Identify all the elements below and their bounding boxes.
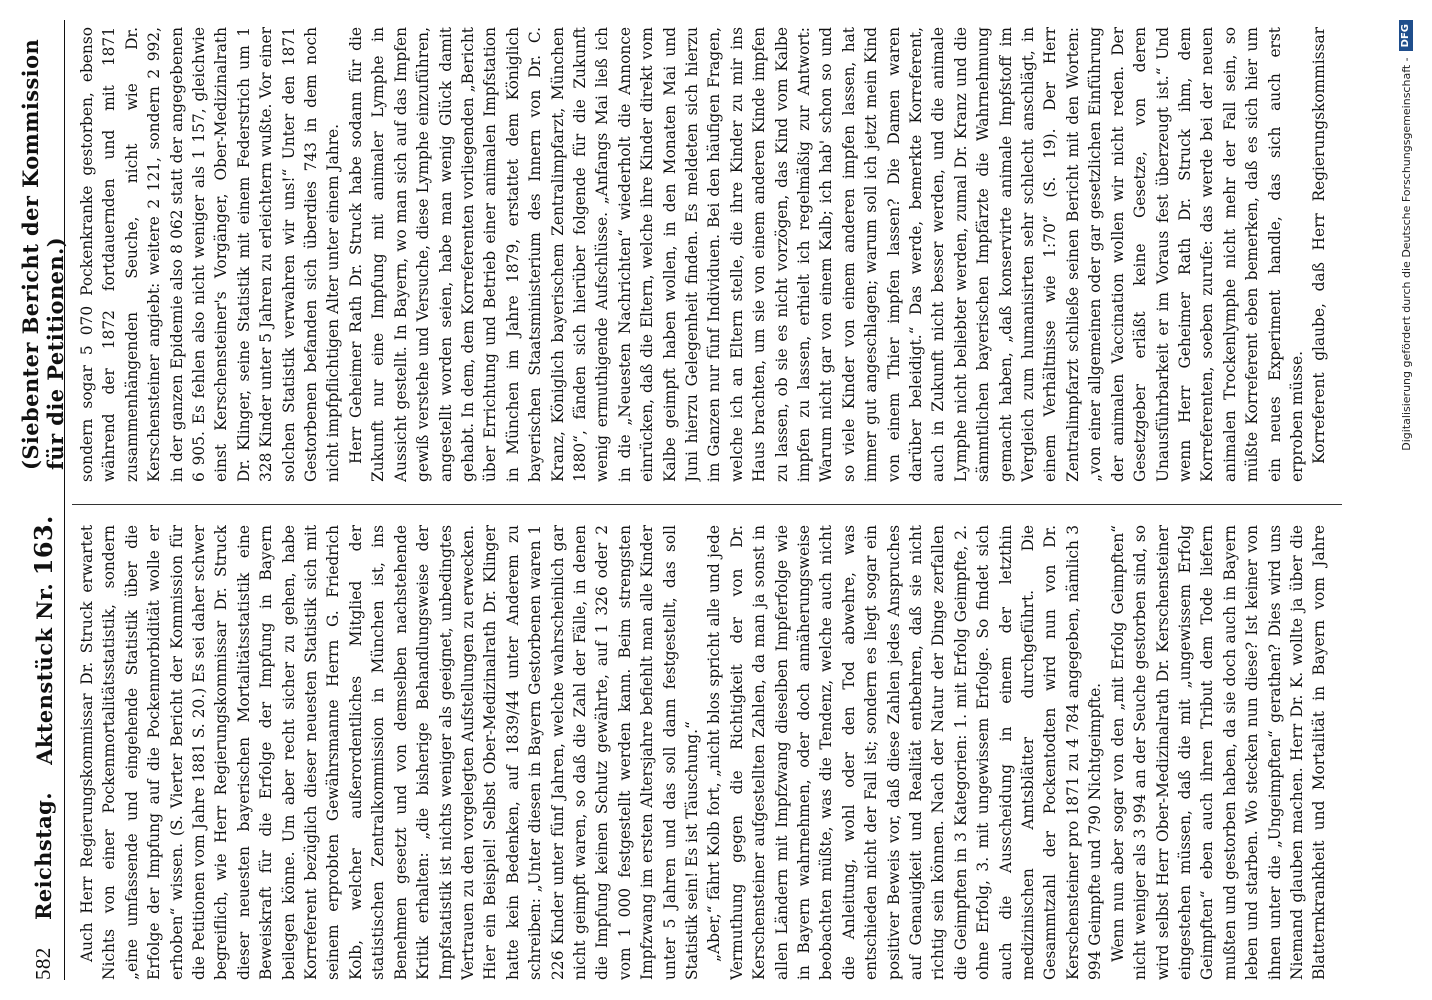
paragraph: „Aber,“ fährt Kolb fort, „nicht blos spricht alle und jede Vermuthung gegen die Richtigkeit der von Dr. Kerschensteiner aufgestellten Zahlen, da man ja sonst in allen Ländern mit Impfzwang dieselben Impferfolge wie in Bayern wahrnehmen, oder doch annäherungsweise beobachten müßte, was die Tendenz, welche auch nicht die Anleitung, wohl oder den Tod abwehre, was entschieden nicht der Fall ist; sondern es liegt sogar ein positiver Beweis vor, daß diese Zahlen jedes Anspruches auf Genauigkeit und Realität entbehren, daß sie nicht richtig sein können. Nach der Natur der Dinge zerfallen die Geimpften in 3 Kategorien: 1. mit Erfolg Geimpfte, 2. ohne Erfolg, 3. mit ungewissem Erfolge. So findet sich auch die Ausscheidung in einem der letzthin medizinischen Amtsblätter durchgeführt. Die Gesammtzahl der Pockentodten wird nun von Dr. Kerschensteiner pro 1871 zu 4 784 angegeben, nämlich 3 994 Geimpfte und 790 Nichtgeimpfte.: [705, 525, 1105, 980]
paragraph: Auch Herr Regierungskommissar Dr. Struck erwartet Nichts von einer Pockenmortalitätsstatistik, sondern „eine umfassende und eingehende Statistik über die Erfolge der Impfung auf die Pockenmorbidität wolle er erhoben“ wissen. (S. Vierter Bericht der Kommission für die Petitionen vom Jahre 1881 S. 20.) Es sei daher schwer begreiflich, wie Herr Regierungskommissar Dr. Struck dieser neuesten bayerischen Mortalitätsstatistik eine Beweiskraft für die Erfolge der Impfung in Bayern beilegen könne. Um aber recht sicher zu gehen, habe Korreferent bezüglich dieser neuesten Statistik sich mit seinem erprobten Gewährsmanne Herrn G. Friedrich Kolb, welcher außerordentliches Mitglied der statistischen Zentralkommission in München ist, ins Benehmen gesetzt und von demselben nachstehende Kritik erhalten: „die bisherige Behandlungsweise der Impfstatistik ist nichts weniger als geeignet, unbedingtes Vertrauen zu den vorgelegten Aufstellungen zu erwecken. Hier ein Beispiel! Selbst Ober-Medizinalrath Dr. Klinger hatte kein Bedenken, auf 1839/44 unter Anderem zu schreiben: „Unter diesen in Bayern Gestorbenen waren 1 226 Kinder unter fünf Jahren, welche wahrscheinlich gar nicht geimpft waren, so daß die Zahl der Fälle, in denen die Impfung keinen Schutz gewährte, auf 1 326 oder 2 vom 1 000 festgestellt werden kann. Beim strengsten Impfzwang im ersten Altersjahre befiehlt man alle Kinder unter 5 Jahren und das soll dann festgestellt, das soll Statistik sein! Es ist Täuschung.“: [78, 525, 701, 980]
dfg-logo: DFG: [1399, 20, 1413, 51]
right-column: [76, 27, 1331, 482]
header-center-prefix: Aktenstück Nr.: [31, 582, 57, 765]
column-divider: [72, 504, 1342, 505]
left-column: [76, 525, 1331, 980]
header-center-number: 163.: [28, 515, 58, 576]
digitization-credit: [1398, 20, 1414, 980]
paragraph: Korreferent glaube, daß Herr Regierungskommissar: [1310, 27, 1329, 464]
header-right: (Siebenter Bericht der Kommission für die Petitionen.): [18, 38, 68, 470]
header-center: [29, 470, 58, 810]
paragraph: sondern sogar 5 070 Pockenkranke gestorben, ebenso während der 1872 fortdauernden und mit 1871 zusammenhängenden Seuche, nicht wie Dr. Kerschensteiner angiebt: weitere 2 121, sondern 2 992, in der ganzen Epidemie also 8 062 statt der angegebenen 6 905. Es fehlen also nicht weniger als 1 157, gleichwie einst Kerschensteiner's Vorgänger, Ober-Medizinalrath Dr. Klinger, seine Statistik mit einem Federstrich um 1 328 Kinder unter 5 Jahren zu erleichtern wußte. Vor einer solchen Statistik verwahren wir uns!“ Unter den 1871 Gestorbenen befanden sich überdies 743 in dem noch nicht impfpflichtigen Alter unter einem Jahre.: [78, 27, 343, 482]
header-left: Reichstag.: [30, 792, 56, 920]
page-number: 582: [30, 947, 55, 980]
paragraph: Wenn nun aber sogar von den „mit Erfolg Geimpften“ nicht weniger als 3 994 an der Seuche gestorben sind, so wird selbst Herr Ober-Medizinalrath Dr. Kerschensteiner eingestehen müssen, daß die mit „ungewissem Erfolg Geimpften“ eben auch ihren Tribut dem Tode liefern mußten und gestorben haben, da sie doch auch in Bayern leben und starben. Wo stecken nun diese? Ist keiner von ihnen unter die „Ungeimpften“ gerathen? Dies wird uns Niemand glauben machen. Herr Dr. K. wollte ja über die Blatternkrankheit und Mortalität in Bayern vom Jahre: [1108, 525, 1329, 980]
paragraph: Herr Geheimer Rath Dr. Struck habe sodann für die Zukunft nur eine Impfung mit animaler Lymphe in Aussicht gestellt. In Bayern, wo man sich auf das Impfen gewiß verstehe und Versuche, diese Lymphe einzuführen, angestellt worden seien, habe man wenig Glück damit gehabt. In dem, dem Korreferenten vorliegenden „Bericht über Errichtung und Betrieb einer animalen Impfstation in München im Jahre 1879, erstattet dem Königlich bayerischen Staatsministerium des Innern von Dr. C. Kranz, Königlich bayerischem Zentralimpfarzt, München 1880“, fänden sich hierüber folgende für die Zukunft wenig ermuthigende Aufschlüsse. „Anfangs Mai ließ ich in die „Neuesten Nachrichten“ wiederholt die Annonce einrücken, daß die Eltern, welche ihre Kinder direkt vom Kalbe geimpft haben wollen, in den Monaten Mai und Juni hierzu Gelegenheit finden. Es meldeten sich hierzu im Ganzen nur fünf Individuen. Bei den häufigen Fragen, welche ich an Eltern stelle, die ihre Kinder zu mir ins Haus brachten, um sie von einem anderen Kinde impfen zu lassen, ob sie es nicht vorzögen, das Kind vom Kalbe impfen zu lassen, erhielt ich regelmäßig zur Antwort: Warum nicht gar von einem Kalb; ich hab' schon so und so viele Kinder von einem anderen impfen lassen, hat immer gut angeschlagen; warum soll ich jetzt mein Kind von einem Thier impfen lassen? Die Damen waren darüber beleidigt.“ Das werde, bemerkte Korreferent, auch in Zukunft nicht besser werden, und die animale Lymphe nicht beliebter werden, zumal Dr. Kranz und die sämmtlichen bayerischen Impfärzte die Wahrnehmung gemacht haben, „daß konservirte animale Impfstoff im Vergleich zum humanisirten sehr schlecht anschlägt, in einem Verhältnisse wie 1:70“ (S. 19). Der Herr Zentralimpfarzt schließe seinen Bericht mit den Worten: „von einer allgemeinen oder gar gesetzlichen Einführung der animalen Vaccination wollen wir nicht reden. Der Gesetzgeber erläßt keine Gesetze, von deren Unausführbarkeit er im Voraus fest überzeugt ist.“ Und wenn Herr Geheimer Rath Dr. Struck ihm, dem Korreferenten, soeben zurufe: das werde bei der neuen animalen Trockenlymphe nicht mehr der Fall sein, so müßte Korreferent eben bemerken, daß es sich hier um ein neues Experiment handle, das sich auch erst erproben müsse.: [346, 27, 1306, 482]
page-header: [18, 20, 68, 980]
credit-text: Digitalisierung gefördert durch die Deutsche Forschungsgemeinschaft -: [1399, 57, 1413, 451]
